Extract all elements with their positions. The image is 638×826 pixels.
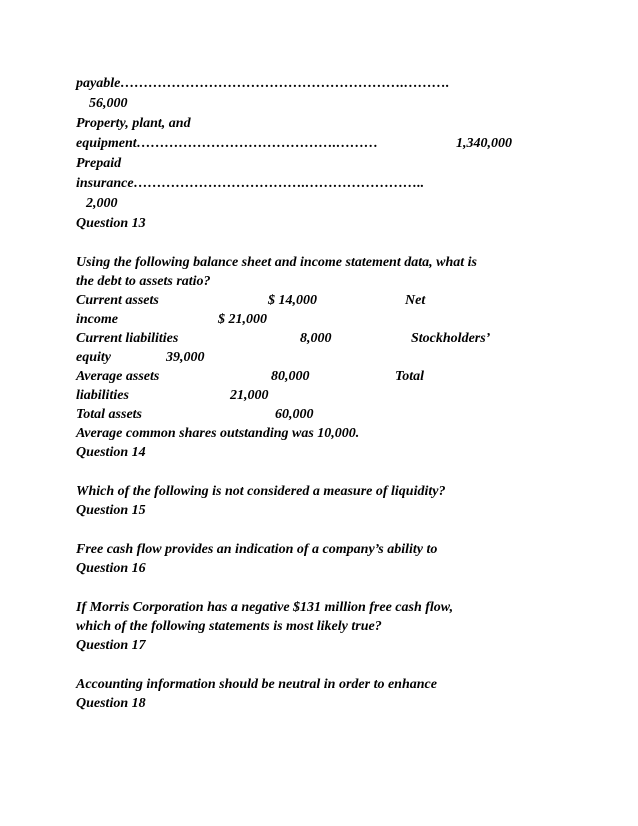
value-property-plant-equipment: 1,340,000	[456, 136, 512, 151]
value-accounts-payable: 56,000	[89, 96, 128, 111]
question-13-heading: Question 13	[76, 216, 146, 231]
label-net: Net	[405, 293, 426, 308]
question-16-text-line-2: which of the following statements is most likely true?	[76, 619, 382, 634]
label-current-liabilities: Current liabilities	[76, 331, 179, 346]
label-current-assets: Current assets	[76, 293, 159, 308]
question-16-text-line-1: If Morris Corporation has a negative $131 million free cash flow,	[76, 600, 454, 615]
label-stockholders: Stockholders’	[411, 331, 491, 346]
text-average-common-shares: Average common shares outstanding was 10,000.	[76, 426, 360, 441]
question-15-text: Free cash flow provides an indication of a company’s ability to	[76, 542, 438, 557]
question-17-text: Accounting information should be neutral in order to enhance	[76, 677, 437, 692]
question-14-text: Which of the following is not considered a measure of liquidity?	[76, 484, 446, 499]
label-total: Total	[395, 369, 425, 384]
question-16-heading: Question 16	[76, 561, 146, 576]
question-13-text-line-1: Using the following balance sheet and income statement data, what is	[76, 255, 477, 270]
value-average-assets: 80,000	[271, 369, 310, 384]
question-17-heading: Question 17	[76, 638, 146, 653]
text-property-plant: Property, plant, and	[76, 116, 191, 131]
value-total-assets: 60,000	[275, 407, 314, 422]
question-13-text-line-2: the debt to assets ratio?	[76, 274, 211, 289]
label-equity: equity	[76, 350, 111, 365]
text-prepaid: Prepaid	[76, 156, 122, 171]
value-total-liabilities: 21,000	[230, 388, 269, 403]
text-equipment-leader: equipment…………………………………….………	[76, 136, 379, 151]
question-18-heading: Question 18	[76, 696, 146, 711]
value-current-assets: $ 14,000	[268, 293, 317, 308]
value-prepaid-insurance: 2,000	[86, 196, 118, 211]
value-current-liabilities: 8,000	[300, 331, 332, 346]
label-total-assets: Total assets	[76, 407, 142, 422]
label-income: income	[76, 312, 118, 327]
value-stockholders-equity: 39,000	[166, 350, 205, 365]
text-payable-leader: payable…………………………………………………….……….	[76, 76, 450, 91]
text-insurance-leader: insurance……………………………….……………………..	[76, 176, 425, 191]
label-average-assets: Average assets	[76, 369, 160, 384]
question-15-heading: Question 15	[76, 503, 146, 518]
label-liabilities: liabilities	[76, 388, 129, 403]
question-14-heading: Question 14	[76, 445, 146, 460]
value-net-income: $ 21,000	[218, 312, 267, 327]
